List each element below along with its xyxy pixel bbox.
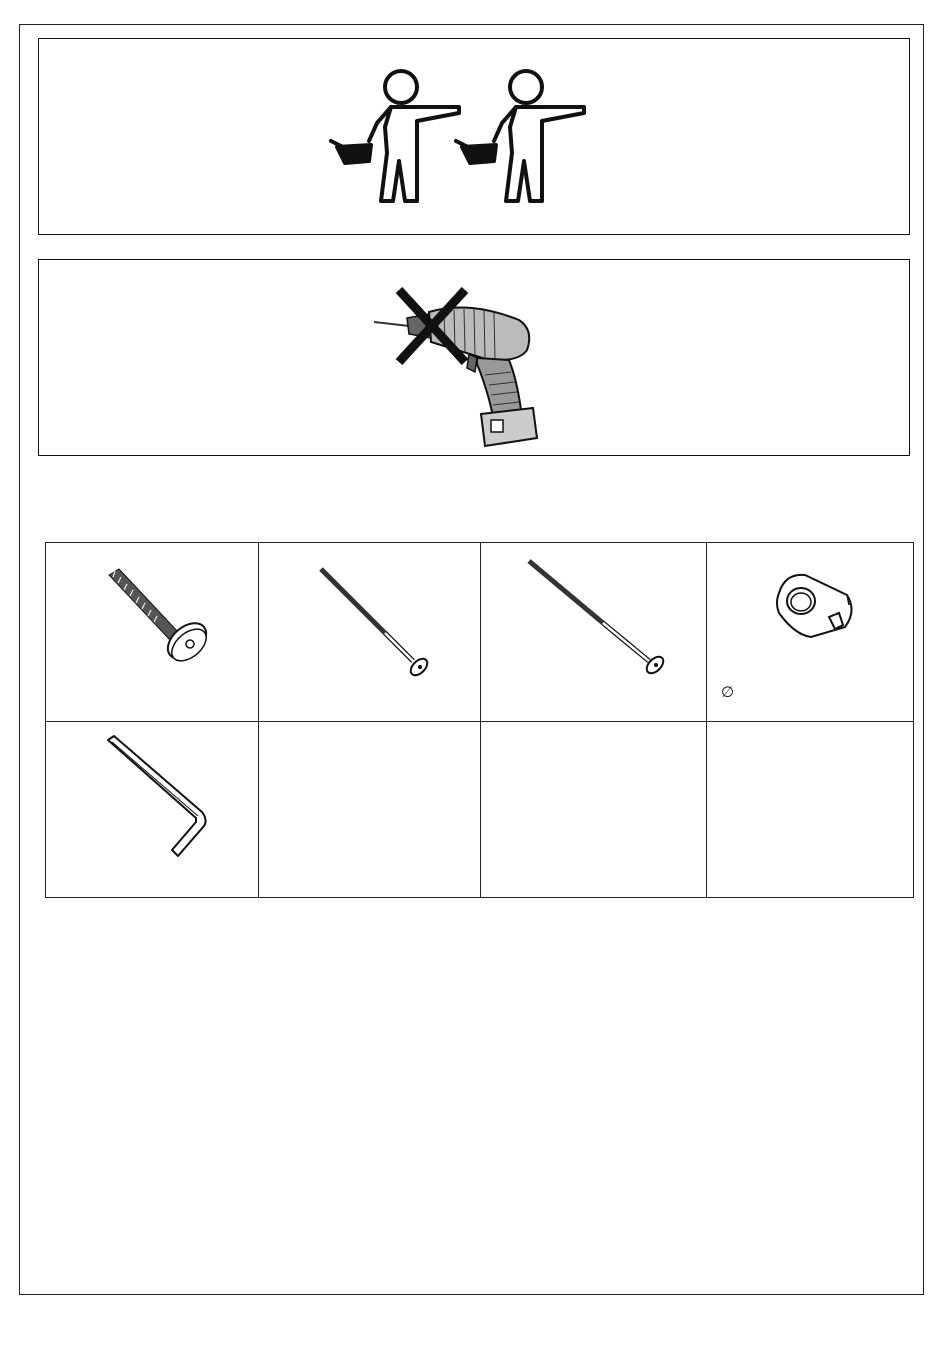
hardware-cell: [481, 543, 707, 722]
two-person-assembly-icon: [329, 61, 629, 221]
hardware-cell: [46, 543, 259, 722]
barrel-nut-icon: [765, 565, 865, 645]
allen-key-icon: [104, 732, 224, 872]
hardware-cell: [259, 543, 481, 722]
hardware-cell: [259, 722, 481, 898]
hardware-cell: [481, 722, 707, 898]
extra-long-bolt-icon: [523, 555, 673, 685]
table-row: [46, 543, 914, 722]
hardware-cell: [707, 722, 914, 898]
hardware-cell: [707, 543, 914, 722]
long-bolt-icon: [315, 563, 445, 693]
no-power-drill-icon: [369, 280, 569, 450]
no-drill-panel: [38, 259, 910, 456]
hardware-cell: [46, 722, 259, 898]
short-flat-head-bolt-icon: [101, 565, 221, 675]
two-person-panel: [38, 38, 910, 235]
table-row: [46, 722, 914, 898]
diameter-symbol: ∅: [721, 683, 735, 701]
hardware-table: [45, 542, 914, 898]
